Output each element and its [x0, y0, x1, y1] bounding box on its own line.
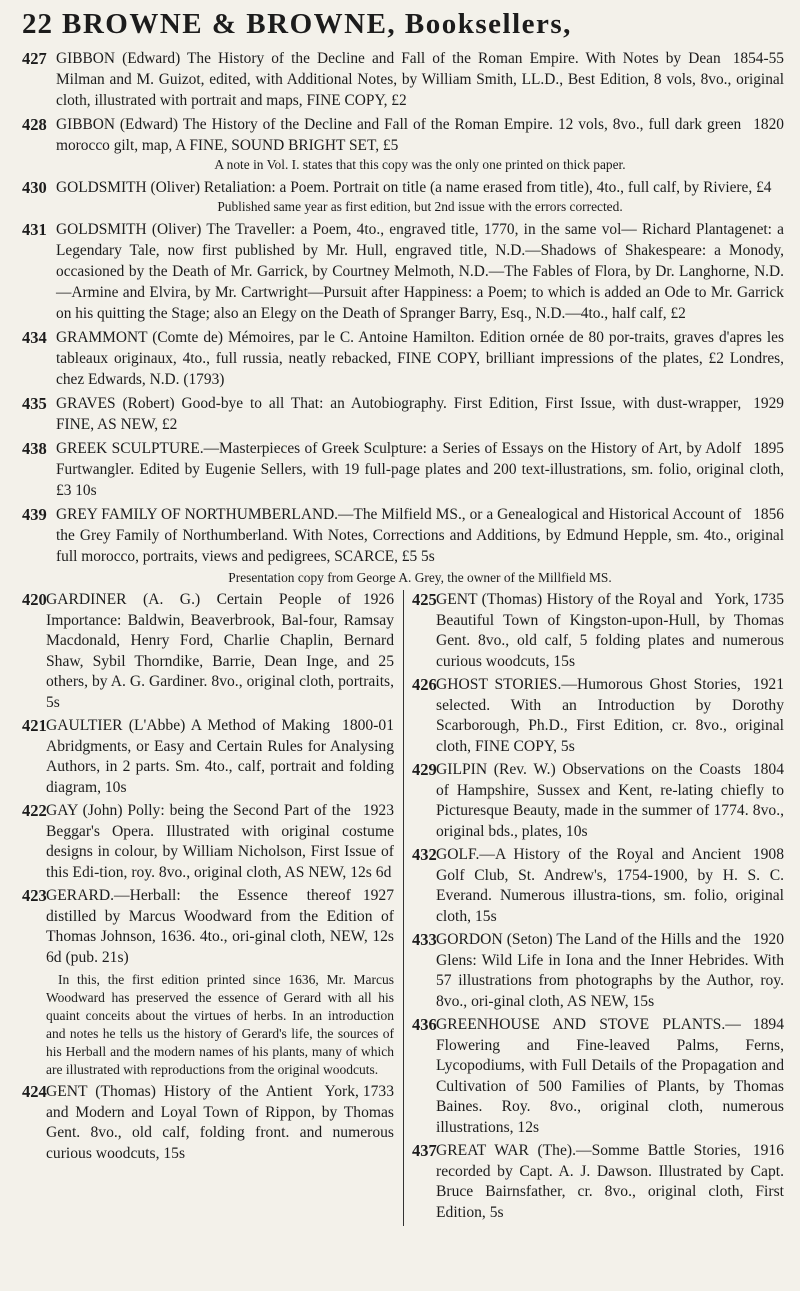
entry-number: 420 [22, 590, 47, 609]
entry-number: 423 [22, 886, 47, 905]
entry-number: 428 [22, 115, 47, 134]
entry-body [436, 930, 784, 1012]
entry-number: 427 [22, 49, 47, 68]
catalogue-entry [22, 393, 784, 435]
entry-text: GREY FAMILY OF NORTHUMBERLAND.—The Milfield MS., or a Genealogical and Historical Account of the Grey Family of Northumberland. With Notes, Corrections and Additions, by Edmund Hepple, sm. 4to., original full morocco, portraits, views and pedigrees, SCARCE, £5 5s [56, 506, 784, 565]
two-column-section [22, 590, 784, 1226]
entry-number: 422 [22, 801, 47, 820]
catalogue-entry [22, 801, 394, 883]
entry-text: GHOST STORIES.—Humorous Ghost Stories, selected. With an Introduction by Dorothy Scarborough, Ph.D., First Edition, cr. 8vo., original cloth, FINE COPY, 5s [436, 676, 784, 755]
entry-text: GREENHOUSE AND STOVE PLANTS.—Flowering and Fine-leaved Palms, Ferns, Lycopodiums, with Full Details of the Propagation and Cultivation of 500 Families of Plants, by Thomas Baines. Roy. 8vo., original cloth, numerous illustrations, 12s [436, 1016, 784, 1136]
entry-text: GIBBON (Edward) The History of the Decline and Fall of the Roman Empire. 12 vols, 8vo., full dark green morocco gilt, map, A FINE, SOUND BRIGHT SET, £5 [56, 116, 742, 154]
catalogue-entry [22, 1082, 394, 1164]
catalogue-entry [22, 886, 394, 968]
catalogue-entry [22, 504, 784, 567]
catalogue-entry [22, 438, 784, 501]
entry-body [46, 590, 394, 713]
entry-text: GENT (Thomas) History of the Antient and Modern and Loyal Town of Rippon, by Thomas Gent. 8vo., old calf, folding front. and numerous curious woodcuts, 15s [46, 1083, 394, 1162]
entry-year: 1916 [752, 1142, 784, 1159]
entry-year: 1923 [362, 802, 394, 819]
entry-note: Published same year as first edition, but 2nd issue with the errors corrected. [217, 199, 623, 214]
entry-text: GARDINER (A. G.) Certain People of Importance: Baldwin, Beaverbrook, Bal-four, Ramsay Macdonald, Henry Ford, Charlie Chaplin, Bernard Shaw, Sybil Thorndike, Barrie, Dean Inge, and 25 others, by A. G. Gardiner. 8vo., original cloth, portraits, 5s [46, 591, 394, 711]
entry-body [436, 590, 784, 672]
catalogue-entry [412, 760, 784, 842]
entry-year: 1920 [752, 931, 784, 948]
catalogue-entry [22, 716, 394, 798]
catalogue-entry [22, 48, 784, 111]
entry-text: GORDON (Seton) The Land of the Hills and the Glens: Wild Life in Iona and the Inner Hebrides. With 57 illustrations from photographs by the Author, roy. 8vo., ori-ginal cloth, AS NEW, 15s [436, 931, 784, 1010]
entry-year: 1854-55 [732, 50, 784, 67]
entry-body [56, 48, 784, 111]
catalogue-entry [412, 1141, 784, 1223]
entry-body [46, 886, 394, 968]
entry-text: GOLDSMITH (Oliver) Retaliation: a Poem. Portrait on title (a name erased from title), 4to., full calf, by Riviere, £4 [56, 179, 772, 196]
catalogue-entry [22, 590, 394, 713]
catalogue-entry [412, 590, 784, 672]
catalogue-entry [22, 327, 784, 390]
catalogue-entry [22, 219, 784, 324]
page-header [22, 8, 784, 40]
entry-year: York, 1733 [324, 1083, 394, 1100]
entry-year: 1894 [752, 1016, 784, 1033]
entry-year: York, 1735 [714, 591, 784, 608]
entry-body [46, 801, 394, 883]
entry-text: GRAMMONT (Comte de) Mémoires, par le C. Antoine Hamilton. Edition ornée de 80 por-traits, graves d'apres les tableaux originaux, 4to., full russia, neatly rebacked, FINE COPY, brilliant impressions of the plates, £2 Londres, chez Edwards, N.D. (1793) [56, 329, 784, 388]
entry-number: 421 [22, 716, 47, 735]
entry-body [56, 504, 784, 567]
entry-note: In this, the first edition printed since 1636, Mr. Marcus Woodward has preserved the essence of Gerard with all his quaint conceits about the virtues of herbs. In an introduction and notes he tells us the history of Gerard's life, the sources of his Herball and the modern names of his plants, many of which are illustrated with reproductions from the original woodcuts. [46, 972, 394, 1077]
entry-year: 1895 [753, 440, 784, 457]
right-column [412, 590, 784, 1226]
entry-body [56, 177, 784, 216]
entry-note: A note in Vol. I. states that this copy was the only one printed on thick paper. [214, 157, 626, 172]
entry-text: GOLDSMITH (Oliver) The Traveller: a Poem, 4to., engraved title, 1770, in the same vol— Richard Plantagenet: a Legendary Tale, now first published by Mr. Hull, engraved title, N.D.—Shadows of Shakespeare: a Monody, occasioned by the Death of Mr. Garrick, by Courtney Melmoth, N.D.—The Fables of Flora, by Dr. Langhorne, N.D.—Armine and Elvira, by Mr. Cartwright—Pursuit after Happiness: a Poem; to which is added an Ode to Mr. Garrick on his quitting the Stage; also an Elegy on the Death of Spranger Barry, Esq., N.D.—4to., half calf, £2 [56, 221, 784, 322]
entry-body [436, 1141, 784, 1223]
entry-text: GAULTIER (L'Abbe) A Method of Making Abridgments, or Easy and Certain Rules for Analysing Authors, in 2 parts. Sm. 4to., calf, portrait and folding diagram, 10s [46, 717, 394, 796]
entry-text: GENT (Thomas) History of the Royal and Beautiful Town of Kingston-upon-Hull, by Thomas Gent. 8vo., old calf, 5 folding plates and numerous curious woodcuts, 15s [436, 591, 784, 670]
entry-body [436, 760, 784, 842]
entry-text: GREEK SCULPTURE.—Masterpieces of Greek Sculpture: a Series of Essays on the History of Art, by Adolf Furtwangler. Edited by Eugenie Sellers, with 19 full-page plates and 200 text-illustrations, sm. folio, original cloth, £3 10s [56, 440, 784, 499]
entry-year: 1856 [753, 506, 784, 523]
entry-number: 425 [412, 590, 437, 609]
top-entries [22, 48, 784, 567]
entry-text: GAY (John) Polly: being the Second Part of the Beggar's Opera. Illustrated with original costume designs in colour, by William Nicholson, First Issue of this Edi-tion, roy. 8vo., original cloth, AS NEW, 12s 6d [46, 802, 394, 881]
entry-year: 1926 [362, 591, 394, 608]
page-title: BROWNE & BROWNE, Booksellers, [62, 8, 572, 40]
entry-year: 1820 [753, 116, 784, 133]
entry-body [46, 1082, 394, 1164]
entry-text: GIBBON (Edward) The History of the Decline and Fall of the Roman Empire. With Notes by Dean Milman and M. Guizot, edited, with Additional Notes, by William Smith, LL.D., Best Edition, 8 vols, 8vo., original cloth, illustrated with portrait and maps, FINE COPY, £2 [56, 50, 784, 109]
entry-year: 1804 [752, 761, 784, 778]
column-divider [403, 590, 404, 1226]
entry-body [56, 114, 784, 174]
entry-text: GOLF.—A History of the Royal and Ancient Golf Club, St. Andrew's, 1754-1900, by H. S. C. Everand. Numerous illustra-tions, sm. folio, original cloth, 15s [436, 846, 784, 925]
entry-number: 438 [22, 439, 47, 458]
entry-body [56, 327, 784, 390]
entry-number: 426 [412, 675, 437, 694]
entry-number: 434 [22, 328, 47, 347]
entry-body [56, 219, 784, 324]
entry-number: 437 [412, 1141, 437, 1160]
entry-number: 429 [412, 760, 437, 779]
entry-text: GRAVES (Robert) Good-bye to all That: an Autobiography. First Edition, First Issue, with dust-wrapper, FINE, AS NEW, £2 [56, 395, 742, 433]
entry-year: 1927 [362, 887, 394, 904]
entry-number: 435 [22, 394, 47, 413]
entry-body [56, 438, 784, 501]
presentation-note: Presentation copy from George A. Grey, the owner of the Millfield MS. [228, 570, 612, 585]
entry-year: 1800-01 [342, 717, 394, 734]
entry-number: 436 [412, 1015, 437, 1034]
entry-text: GILPIN (Rev. W.) Observations on the Coasts of Hampshire, Sussex and Kent, re-lating chiefly to Picturesque Beauty, made in the summer of 1774. 8vo., original bds., plates, 10s [436, 761, 784, 840]
entry-number: 439 [22, 505, 47, 524]
entry-number: 433 [412, 930, 437, 949]
entry-year: 1929 [753, 395, 784, 412]
entry-year: 1921 [752, 676, 784, 693]
catalogue-entry [412, 675, 784, 757]
entry-text: GREAT WAR (The).—Somme Battle Stories, recorded by Capt. A. J. Dawson. Illustrated by Capt. Bruce Bairnsfather, cr. 8vo., original cloth, First Edition, 5s [436, 1142, 784, 1221]
entry-body [56, 393, 784, 435]
entry-number: 430 [22, 178, 47, 197]
entry-text: GERARD.—Herball: the Essence thereof distilled by Marcus Woodward from the Edition of Thomas Johnson, 1636. 4to., ori-ginal cloth, NEW, 12s 6d (pub. 21s) [46, 887, 394, 966]
entry-number: 424 [22, 1082, 47, 1101]
page-number: 22 [22, 8, 53, 40]
catalogue-entry [412, 845, 784, 927]
entry-body [46, 716, 394, 798]
catalogue-entry [412, 930, 784, 1012]
entry-year: 1908 [752, 846, 784, 863]
catalogue-entry [22, 177, 784, 216]
entry-number: 431 [22, 220, 47, 239]
catalogue-entry [412, 1015, 784, 1138]
entry-body [436, 845, 784, 927]
catalogue-entry [22, 114, 784, 174]
entry-number: 432 [412, 845, 437, 864]
left-column [22, 590, 394, 1226]
entry-body [436, 1015, 784, 1138]
entry-body [436, 675, 784, 757]
